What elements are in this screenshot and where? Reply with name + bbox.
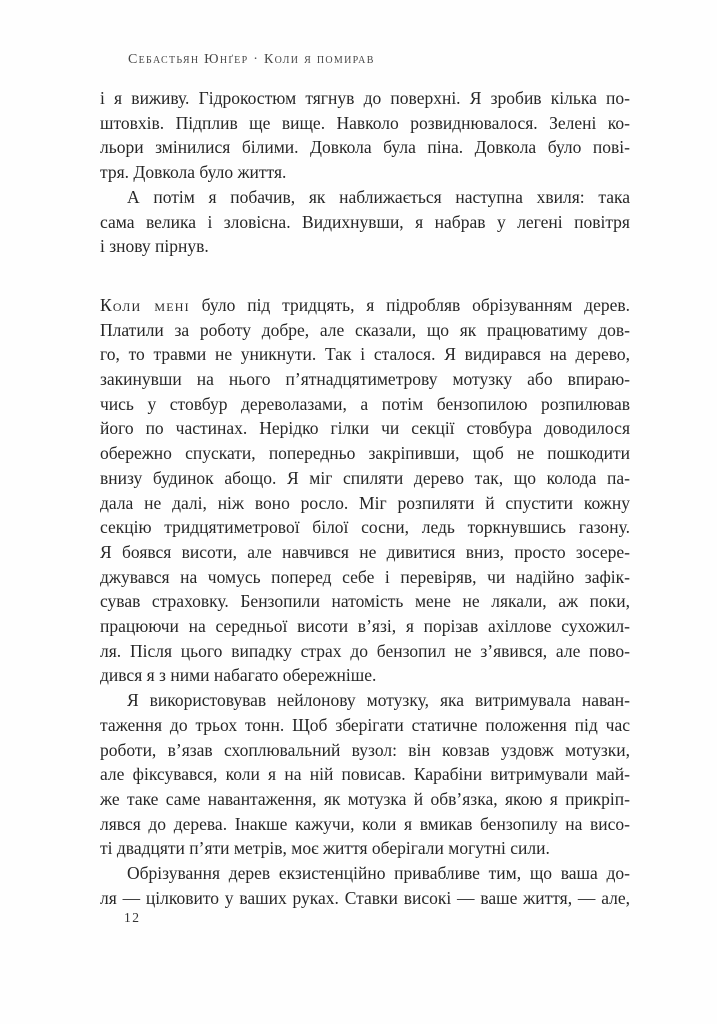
text-line: але фіксувався, коли я на ній повисав. Карабіни витримували май-	[100, 764, 630, 785]
text-line: сував страховку. Бензопили натомість мене не лякали, аж поки,	[100, 591, 630, 612]
body-text	[100, 86, 630, 911]
text-line: тря. Довкола було життя.	[100, 162, 287, 183]
text-line: таження до трьох тонн. Щоб зберігати статичне положення під час	[100, 714, 630, 735]
text-line: роботи, в’язав схоплювальний вузол: він ковзав уздовж мотузки,	[100, 739, 630, 760]
paragraph	[100, 293, 630, 688]
text-line: лявся до дерева. Інакше кажучи, коли я вмикав бензопилу на висо-	[100, 813, 630, 834]
text-line: ля. Після цього випадку страх до бензопил не з’явився, але пово-	[100, 640, 630, 661]
text-line: обережно спускати, попередньо закріпивши, щоб не пошкодити	[100, 443, 630, 464]
paragraph	[100, 86, 630, 185]
text-line: чись у стовбур дереволазами, а потім бензопилою розпилював	[100, 393, 630, 414]
paragraph	[100, 861, 630, 910]
text-line: Я боявся висоти, але навчився не дивитися вниз, просто зосере-	[100, 541, 630, 562]
text-line: льори змінилися білими. Довкола була піна. Довкола було пові-	[100, 137, 630, 158]
text-line: секцію тридцятиметрової білої сосни, ледь торкнувшись газону.	[100, 517, 630, 538]
text-line: працюючи на середньої висоти в’язі, я порізав ахіллове сухожил-	[100, 616, 630, 637]
text-line: і знову пірнув.	[100, 236, 209, 257]
paragraph	[100, 688, 630, 861]
page-number: 12	[124, 910, 141, 925]
lead-in-small-caps: Коли мені	[100, 294, 190, 315]
text-line: А потім я побачив, як наближається наступна хвиля: така	[127, 186, 630, 207]
text-line: же таке саме навантаження, як мотузка й обв’язка, якою я прикріп-	[100, 788, 630, 809]
text-line: Обрізування дерев екзистенційно привабливе тим, що ваша до-	[127, 863, 630, 884]
text-line: сама велика і зловісна. Видихнувши, я набрав у легені повітря	[100, 211, 630, 232]
text-line: Я використовував нейлонову мотузку, яка витримувала наван-	[127, 690, 630, 711]
text-line: закинувши на нього п’ятнадцятиметрову мотузку або впираю-	[100, 369, 630, 390]
text-line: штовхів. Підплив ще вище. Навколо розвиднювалося. Зелені ко-	[100, 112, 630, 133]
text-line: ті двадцяти п’яти метрів, моє життя оберігали могутні сили.	[100, 838, 550, 859]
text-line: його по частинах. Нерідко гілки чи секції стовбура доводилося	[100, 418, 630, 439]
text-line: джувався на чомусь поперед себе і перевіряв, чи надійно зафік-	[100, 566, 630, 587]
text-line: ля — цілковито у ваших руках. Ставки високі — ваше життя, — але,	[100, 887, 630, 908]
running-header: Себастьян Юнґер · Коли я помирав	[128, 52, 375, 67]
text-line: внизу будинок абощо. Я міг спиляти дерево так, що колода па-	[100, 467, 630, 488]
text-line: дився я з ними набагато обережніше.	[100, 665, 377, 686]
text-line: Платили за роботу добре, але сказали, що як працюватиму дов-	[100, 319, 630, 340]
paragraph	[100, 185, 630, 259]
text-line: го, то травми не уникнути. Так і сталося. Я видирався на дерево,	[100, 344, 630, 365]
text-line: Коли мені було під тридцять, я підробляв обрізуванням дерев.	[100, 294, 630, 315]
text-line: і я виживу. Гідрокостюм тягнув до поверхні. Я зробив кілька по-	[100, 88, 630, 108]
text-line: дала не далі, ніж воно росло. Міг розпиляти й спустити кожну	[100, 492, 630, 513]
